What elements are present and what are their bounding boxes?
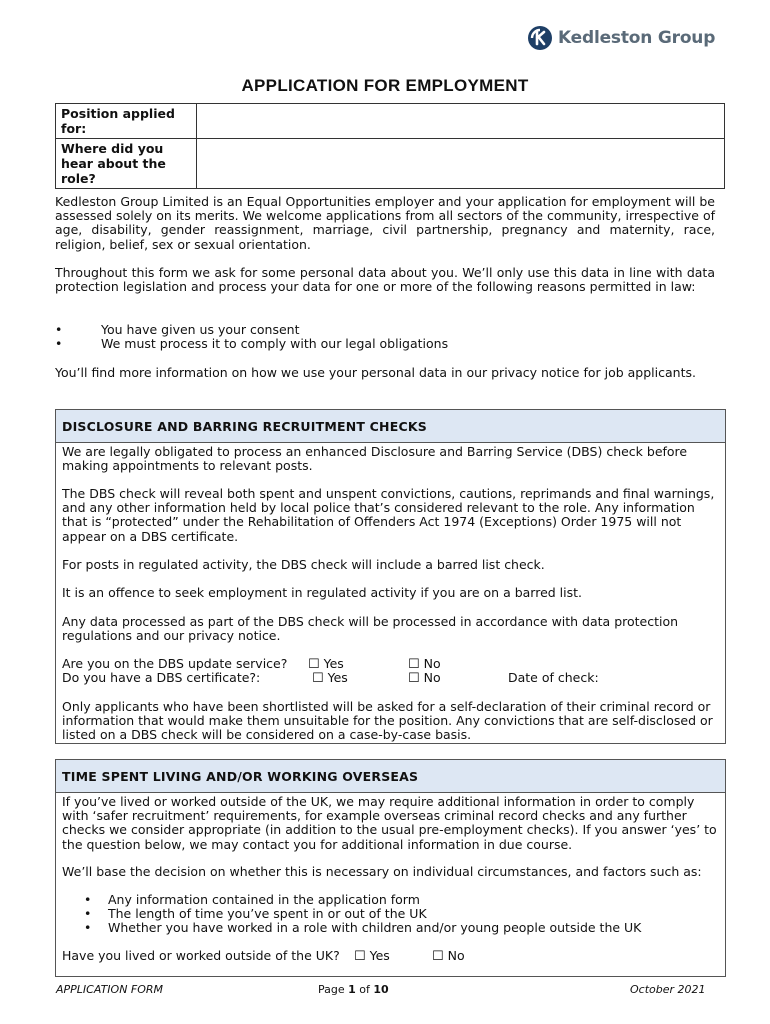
option-label: No [423,656,441,671]
personal-data-paragraph: Throughout this form we ask for some personal data about you. We’ll only use this data in line with data protection legislation and process your data for one or more of the following reasons permitted in law: [55,265,715,295]
page-total: 10 [373,983,389,996]
bullet: • [55,336,63,351]
kedleston-logo-icon [526,24,554,52]
dbs-certificate-question: Do you have a DBS certificate?: [62,670,261,685]
dbs-certificate-no-option[interactable] [408,671,441,686]
checkbox-icon[interactable]: ☐ [432,949,444,964]
equal-opportunities-paragraph: Kedleston Group Limited is an Equal Opportunities employer and your application for employment will be assessed solely on its merits. We welcome applications from all sectors of the community, irrespective of age, disability, gender reassignment, marriage, civil partnership, pregnancy and maternity, race, religion, belief, sex or sexual orientation. [55,194,715,252]
date-of-check-label: Date of check: [508,670,599,685]
list-item-text: The length of time you’ve spent in or out of the UK [108,906,427,921]
dbs-paragraph: Any data processed as part of the DBS check will be processed in accordance with data protection regulations and our privacy notice. [62,614,679,644]
page-prefix: Page [318,983,349,996]
checkbox-icon[interactable]: ☐ [312,671,324,686]
dbs-update-service-question: Are you on the DBS update service? [62,656,288,671]
overseas-yes-option[interactable] [354,949,390,964]
option-label: Yes [369,948,390,963]
dbs-paragraph: We are legally obligated to process an enhanced Disclosure and Barring Service (DBS) check before making appointments to relevant posts. [62,444,688,474]
bullet: • [55,322,63,337]
footer-form-name: APPLICATION FORM [56,983,164,996]
list-item-text: We must process it to comply with our legal obligations [101,336,449,351]
option-label: Yes [327,670,348,685]
bullet: • [84,920,92,935]
page-title: APPLICATION FOR EMPLOYMENT [241,76,529,95]
checkbox-icon[interactable]: ☐ [354,949,366,964]
page-current: 1 [348,983,356,996]
page-of: of [355,983,374,996]
option-label: No [447,948,465,963]
overseas-section [55,759,726,977]
position-applied-field[interactable] [197,104,725,139]
dbs-certificate-yes-option[interactable] [312,671,348,686]
checkbox-icon[interactable]: ☐ [408,657,420,672]
overseas-paragraph: We’ll base the decision on whether this is necessary on individual circumstances, and factors such as: [62,864,702,879]
dbs-paragraph: Only applicants who have been shortlisted will be asked for a self-declaration of their criminal record or information that would make them unsuitable for the position. Any convictions that are self-disclosed or listed on a DBS check will be considered on a case-by-case basis. [62,699,713,743]
hear-about-role-field[interactable] [197,139,725,189]
overseas-question: Have you lived or worked outside of the UK? [62,948,340,963]
list-item [55,337,448,351]
bullet: • [84,906,92,921]
dbs-paragraph: It is an offence to seek employment in regulated activity if you are on a barred list. [62,585,583,600]
overseas-paragraph: If you’ve lived or worked outside of the UK, we may require additional information in order to comply with ‘safer recruitment’ requirements, for example overseas criminal record checks and any further checks we consider appropriate (in addition to the usual pre-employment checks). If you answer ‘yes’ to the question below, we may contact you for additional information in due course. [62,794,717,852]
overseas-section-heading: TIME SPENT LIVING AND/OR WORKING OVERSEAS [56,760,725,793]
option-label: No [423,670,441,685]
checkbox-icon[interactable]: ☐ [408,671,420,686]
list-item-text: Whether you have worked in a role with children and/or young people outside the UK [108,920,642,935]
footer-date: October 2021 [630,983,706,996]
option-label: Yes [323,656,344,671]
footer-page-number [318,983,389,996]
dbs-paragraph: For posts in regulated activity, the DBS check will include a barred list check. [62,557,545,572]
checkbox-icon[interactable]: ☐ [308,657,320,672]
list-item [84,921,641,935]
company-logo [526,24,715,52]
position-form-table [55,103,725,189]
dbs-section-heading: DISCLOSURE AND BARRING RECRUITMENT CHECKS [56,410,725,443]
position-applied-label: Position applied for: [56,104,197,139]
dbs-section [55,409,726,744]
bullet: • [84,892,92,907]
hear-about-role-label: Where did you hear about the role? [56,139,197,189]
privacy-notice-paragraph: You’ll find more information on how we use your personal data in our privacy notice for job applicants. [55,365,696,380]
dbs-paragraph: The DBS check will reveal both spent and unspent convictions, cautions, reprimands and final warnings, and any other information held by local police that’s considered relevant to the role. Any information that is “protected” under the Rehabilitation of Offenders Act 1974 (Exceptions) Order 1975 will not appear on a DBS certificate. [62,486,715,544]
overseas-no-option[interactable] [432,949,465,964]
list-item-text: You have given us your consent [101,322,300,337]
list-item-text: Any information contained in the application form [108,892,420,907]
logo-text: Kedleston Group [558,28,716,48]
